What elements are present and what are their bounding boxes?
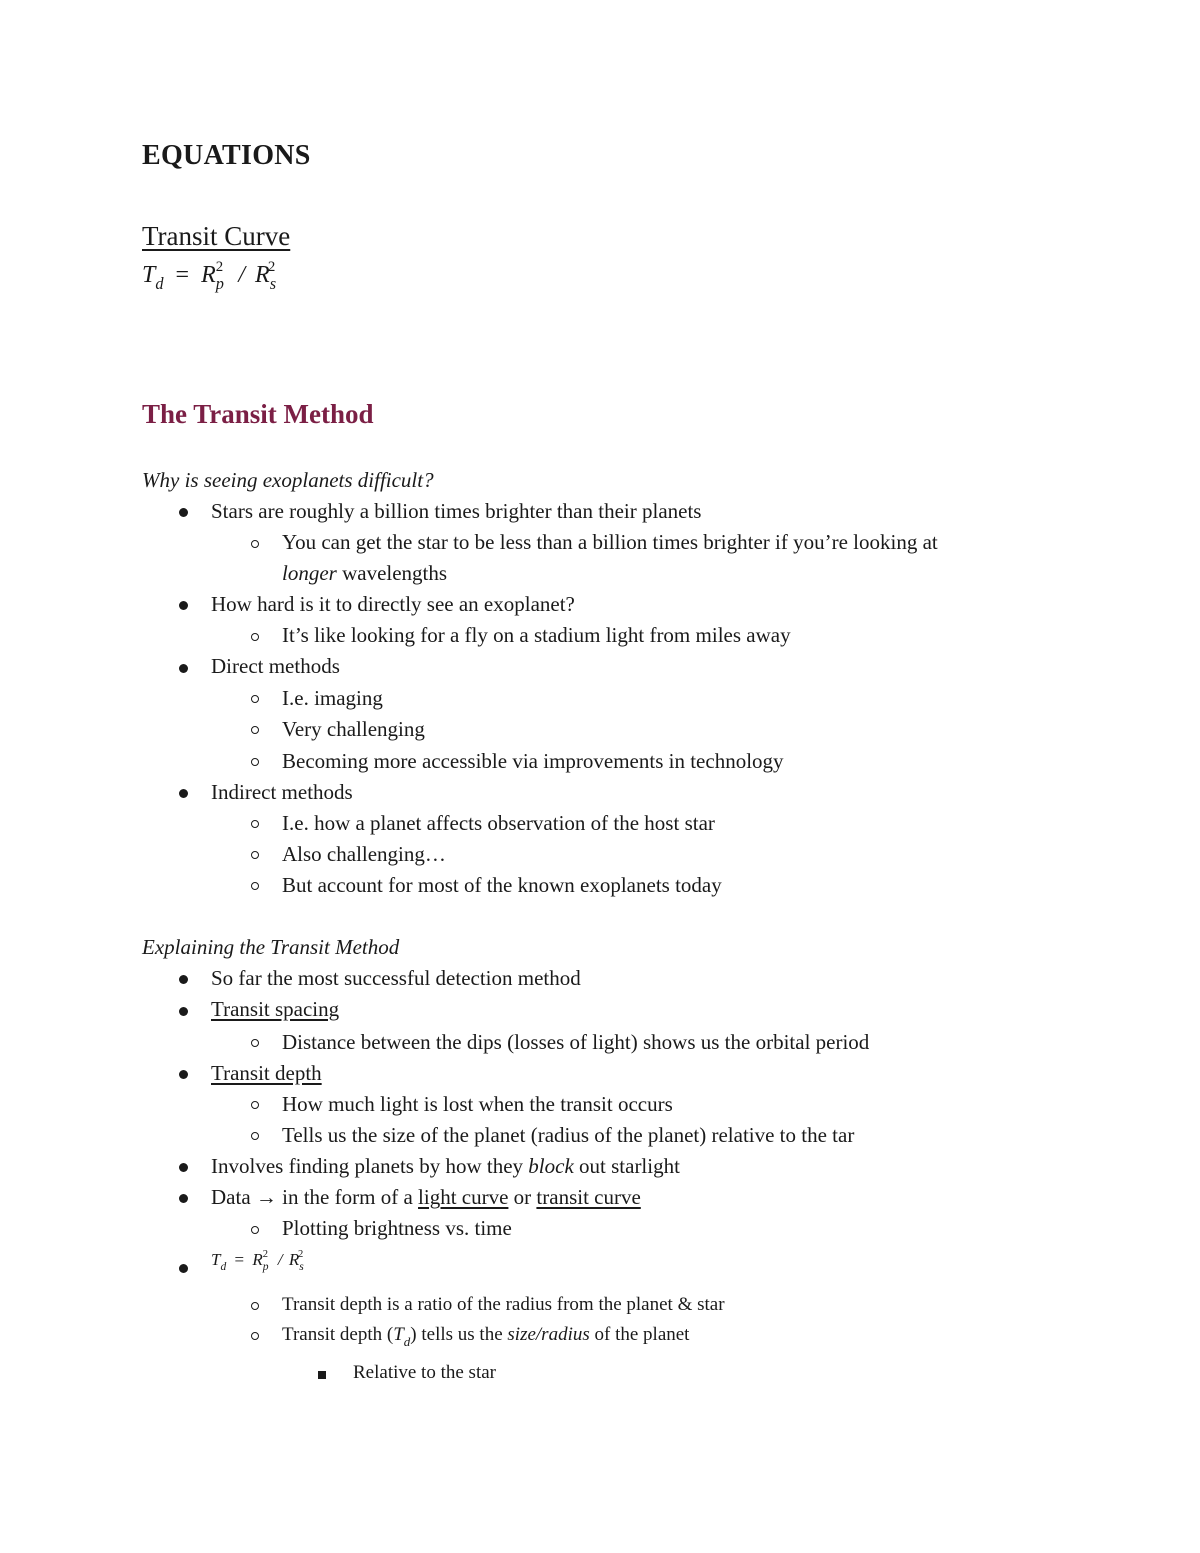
list-item: Becoming more accessible via improvements in technology: [282, 749, 784, 773]
bullet-circle: [251, 851, 259, 859]
eq-Rs: R: [288, 1250, 300, 1269]
bullet-circle: [251, 882, 259, 890]
list-item: I.e. imaging: [282, 686, 383, 710]
list-item: Transit depth is a ratio of the radius from the planet & star: [282, 1294, 725, 1315]
eq-slash: /: [277, 1250, 283, 1269]
list-item: It’s like looking for a fly on a stadium light from miles away: [282, 623, 791, 647]
list-item: So far the most successful detection method: [211, 966, 581, 990]
inline-equation: [211, 1249, 307, 1274]
list-item: Very challenging: [282, 717, 425, 741]
bullet-dot: [179, 1163, 188, 1172]
bullet-circle: [251, 758, 259, 766]
eq-equals: =: [234, 1250, 245, 1269]
eq-Rp: R: [252, 1250, 263, 1269]
page-title: EQUATIONS: [142, 140, 311, 171]
list-item: [282, 561, 447, 586]
eq-slash: /: [238, 262, 246, 288]
bullet-circle: [251, 1132, 259, 1140]
eq-two1: 2: [262, 1249, 268, 1261]
emphasis-text: longer: [282, 561, 337, 585]
list-item: Direct methods: [211, 654, 340, 678]
emphasis-text: size/radius: [507, 1324, 590, 1345]
eq-T: T: [393, 1324, 404, 1345]
eq-p: p: [215, 274, 224, 294]
bullet-circle: [251, 695, 259, 703]
list-item-text: Data → in the form of a: [211, 1185, 419, 1209]
bullet-dot: [179, 1007, 188, 1016]
bullet-circle: [251, 1332, 259, 1340]
bullet-circle: [251, 1101, 259, 1109]
list-item: Indirect methods: [211, 780, 353, 804]
explaining-heading: Explaining the Transit Method: [142, 935, 400, 959]
eq-equals: =: [175, 262, 190, 288]
bullet-circle: [251, 540, 259, 548]
eq-T: T: [142, 262, 156, 288]
list-item: [211, 1154, 680, 1179]
list-item: Transit spacing: [211, 997, 340, 1021]
light-curve-term: light curve: [418, 1185, 509, 1209]
emphasis-text: block: [528, 1154, 574, 1178]
list-item: Plotting brightness vs. time: [282, 1216, 512, 1240]
bullet-circle: [251, 1302, 259, 1310]
list-item: Distance between the dips (losses of light) shows us the orbital period: [282, 1030, 870, 1054]
bullet-dot: [179, 1070, 188, 1079]
eq-two1: 2: [215, 258, 224, 275]
list-item-text: of the planet: [589, 1324, 690, 1345]
list-item: Transit depth: [211, 1061, 322, 1085]
list-item-text: ) tells us the: [410, 1324, 508, 1345]
bullet-circle: [251, 820, 259, 828]
bullet-dot: [179, 789, 188, 798]
list-item-text: Involves finding planets by how they: [211, 1154, 529, 1178]
bullet-dot: [179, 508, 188, 517]
eq-T: T: [211, 1250, 221, 1269]
list-item: Tells us the size of the planet (radius of the planet) relative to the tar: [282, 1123, 855, 1147]
list-item: Also challenging…: [282, 842, 446, 866]
question-heading: Why is seeing exoplanets difficult?: [142, 468, 434, 492]
list-item: [282, 1324, 690, 1349]
list-item: Relative to the star: [353, 1362, 496, 1383]
eq-d: d: [403, 1334, 411, 1349]
section-title: The Transit Method: [142, 399, 374, 429]
eq-two2: 2: [298, 1249, 304, 1261]
bullet-circle: [251, 726, 259, 734]
list-item-text: or: [508, 1185, 537, 1209]
eq-d: d: [155, 274, 164, 294]
eq-p: p: [262, 1260, 269, 1274]
bullet-dot: [179, 1264, 188, 1273]
list-item: How hard is it to directly see an exoplanet?: [211, 592, 575, 616]
bullet-circle: [251, 1226, 259, 1234]
transit-curve-heading: Transit Curve: [142, 221, 291, 251]
list-item-text: wavelengths: [336, 561, 448, 585]
list-item: I.e. how a planet affects observation of the host star: [282, 811, 715, 835]
bullet-square: [318, 1371, 326, 1379]
bullet-dot: [179, 664, 188, 673]
list-item-text: out starlight: [573, 1154, 680, 1178]
list-item: How much light is lost when the transit occurs: [282, 1092, 673, 1116]
list-item: But account for most of the known exoplanets today: [282, 873, 722, 897]
list-item-text: Transit depth (: [282, 1324, 394, 1345]
eq-d: d: [220, 1260, 227, 1274]
bullet-dot: [179, 1194, 188, 1203]
bullet-dot: [179, 601, 188, 610]
list-item: You can get the star to be less than a billion times brighter if you’re looking at: [282, 530, 938, 554]
transit-curve-equation: [142, 258, 281, 294]
eq-s: s: [299, 1260, 304, 1274]
eq-Rs: R: [255, 262, 270, 288]
eq-Rp: R: [201, 262, 216, 288]
transit-curve-term: transit curve: [536, 1185, 641, 1209]
bullet-circle: [251, 1039, 259, 1047]
eq-s: s: [269, 274, 277, 294]
eq-two2: 2: [267, 258, 276, 275]
bullet-circle: [251, 633, 259, 641]
list-item: Stars are roughly a billion times brighter than their planets: [211, 499, 702, 523]
bullet-dot: [179, 975, 188, 984]
list-item: [211, 1185, 641, 1210]
